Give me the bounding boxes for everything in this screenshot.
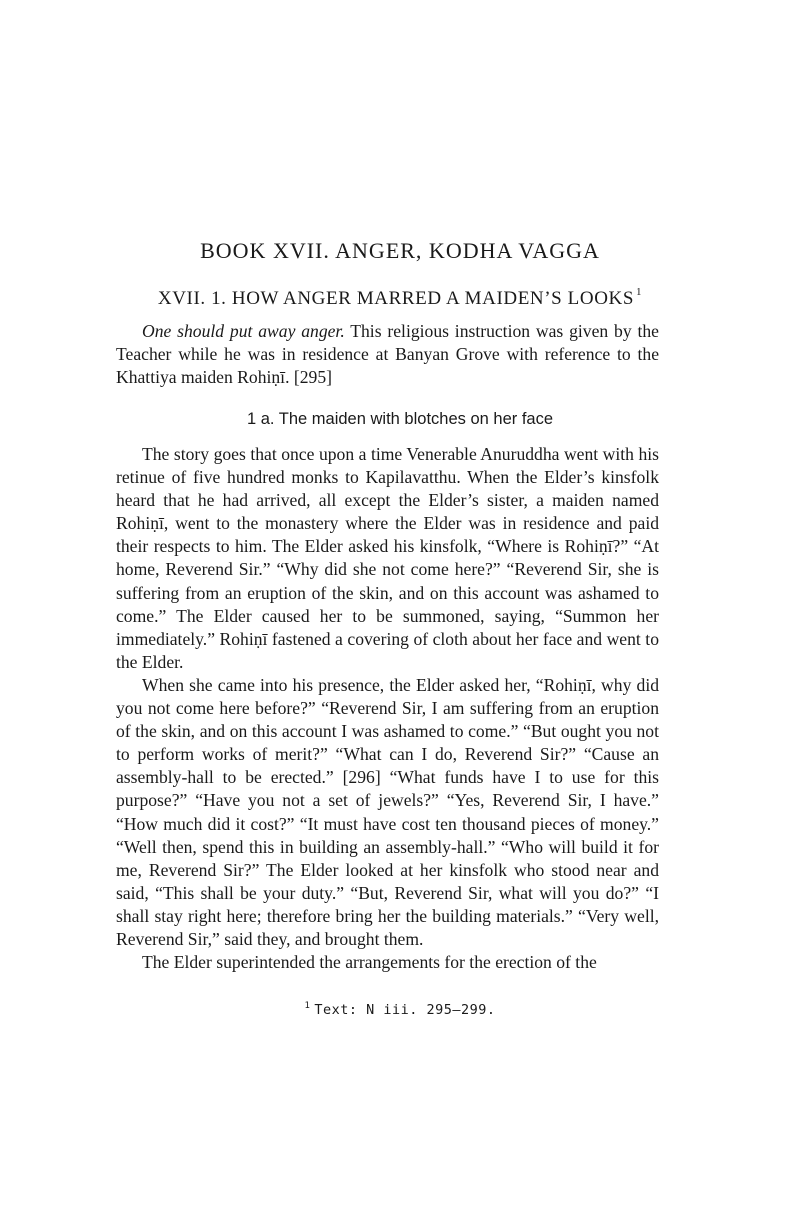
footnote-reference: 1 — [636, 286, 643, 298]
chapter-title — [0, 286, 800, 310]
footnote-text: Text: N iii. 295–299. — [314, 1002, 496, 1018]
section-heading: 1 a. The maiden with blotches on her face — [246, 410, 554, 428]
body-paragraph: When she came into his presence, the Elder asked her, “Rohiṇī, why did you not come here before?” “Reverend Sir, I am suffering from an eruption of the skin, and on this account I was ashamed to come.” “But ought you not to perform works of merit?” “What can I do, Reverend Sir?” “Cause an assembly-hall to be erected.” [296] “What funds have I to use for this purpose?” “Have you not a set of jewels?” “Yes, Reverend Sir, I have.” “How much did it cost?” “It must have cost ten thousand pieces of money.” “Well then, spend this in building an assembly-hall.” “Who will build it for me, Reverend Sir?” The Elder looked at her kinsfolk who stood near and said, “This shall be your duty.” “But, Reverend Sir, what will you do?” “I shall stay right here; therefore bring her the building materials.” “Very well, Reverend Sir,” said they, and brought them. — [116, 674, 659, 949]
body-text — [116, 443, 659, 974]
chapter-title-text: XVII. 1. HOW ANGER MARRED A MAIDEN’S LOOKS — [157, 288, 634, 309]
book-title: BOOK XVII. ANGER, KODHA VAGGA — [200, 238, 600, 263]
intro-text: This religious instruction was given by the Teacher while he was in residence at Banyan Grove with reference to the Khattiya maiden Rohiṇī. [295] — [116, 321, 659, 388]
body-paragraph: The Elder superintended the arrangements for the erection of the — [142, 952, 597, 973]
intro-italic: One should put away anger. — [142, 321, 345, 341]
intro-paragraph — [116, 320, 659, 389]
footnote-marker: 1 — [304, 1001, 311, 1011]
intro-block — [116, 320, 659, 389]
body-paragraph: The story goes that once upon a time Venerable Anuruddha went with his retinue of five hundred monks to Kapilavatthu. When the Elder’s kinsfolk heard that he had arrived, all except the Elder’s sister, a maiden named Rohiṇī, went to the monastery where the Elder was in residence and paid their respects to him. The Elder asked his kinsfolk, “Where is Rohiṇī?” “At home, Reverend Sir.” “Why did she not come here?” “Reverend Sir, she is suffering from an eruption of the skin, and on this account was ashamed to come.” The Elder caused her to be summoned, saying, “Summon her immediately.” Rohiṇī fastened a covering of cloth about her face and went to the Elder. — [116, 444, 659, 672]
footnote — [0, 1001, 800, 1018]
